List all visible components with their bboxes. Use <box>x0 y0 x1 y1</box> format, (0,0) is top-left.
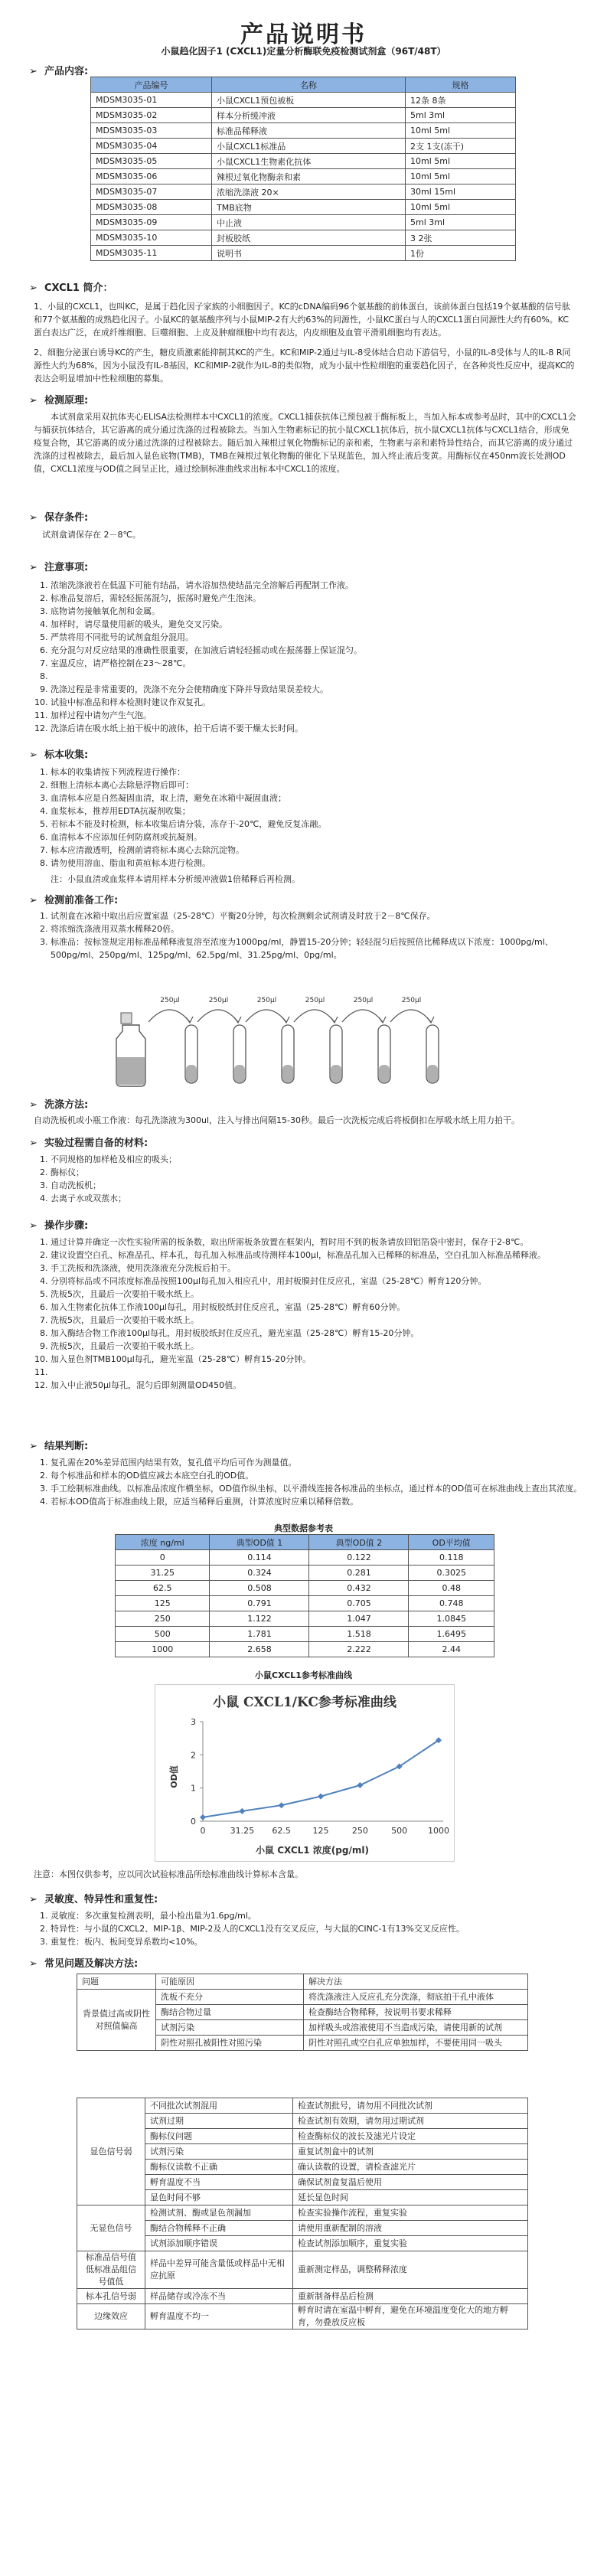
kit-cell: 10ml 5ml <box>406 169 516 184</box>
std-cell: 125 <box>116 1596 210 1611</box>
bullet-icon: ➢ <box>29 1099 38 1111</box>
sensitivity-item: 2. 特异性：与小鼠的CXCL2、MIP-1β、MIP-2及人的CXCL1没有交叉反应，与大鼠的CINC-1有13%交叉反应性。 <box>51 1922 594 1935</box>
bullet-icon: ➢ <box>29 1894 38 1905</box>
kit-row <box>91 184 516 200</box>
faq-row <box>77 2144 528 2160</box>
kit-cell: 1份 <box>406 246 516 261</box>
faq-row <box>77 2221 528 2236</box>
faq-cell: 检测试剂、酶或显色剂漏加 <box>145 2205 293 2221</box>
note-item <box>51 670 594 683</box>
standard-list <box>34 909 594 962</box>
kit-cell: 10ml 5ml <box>406 123 516 139</box>
faq-cell: 检查酶结合物稀释，按说明书要求稀释 <box>304 2005 528 2020</box>
sample-item: 6. 血清标本不应添加任何防腐剂或抗凝剂。 <box>51 831 594 844</box>
result-item: 2. 每个标准品和样本的OD值应减去本底空白孔的OD值。 <box>51 1469 594 1482</box>
std-cell: 250 <box>116 1611 210 1627</box>
note-item: 7. 室温反应，请严格控制在23～28℃。 <box>51 657 594 670</box>
steps-list <box>34 1236 594 1392</box>
std-row <box>116 1581 494 1596</box>
kit-cell: MDSM3035-02 <box>91 108 212 123</box>
faq-problem-cell: 标准品信号值低标准品组信号值低 <box>77 2251 145 2289</box>
standard-item: 1. 试剂盒在冰箱中取出后应置室温（25-28℃）平衡20分钟，每次检测剩余试剂请及时放于2－8℃保存。 <box>51 909 594 922</box>
faq-cell: 延长显色时间 <box>293 2190 528 2205</box>
faq-cell: 酶标仪读数不正确 <box>145 2160 293 2175</box>
sample-list <box>34 766 594 870</box>
faq-cell: 显色时间不够 <box>145 2190 293 2205</box>
std-cell: 1000 <box>116 1642 210 1657</box>
ref-table-caption: 典型数据参考表 <box>274 1523 333 1533</box>
faq-row <box>77 2160 528 2175</box>
transfer-arrow <box>342 1010 383 1022</box>
std-cell: 0.432 <box>309 1581 409 1596</box>
kit-cell: 辣根过氧化物酶亲和素 <box>212 169 406 184</box>
faq-cell: 试剂污染 <box>145 2144 293 2160</box>
kit-row <box>91 230 516 246</box>
faq-row <box>77 2304 528 2330</box>
faq-row <box>77 2175 528 2190</box>
bullet-icon: ➢ <box>29 66 38 77</box>
faq-cell: 酶结合物稀释不正确 <box>145 2221 293 2236</box>
standard-curve-chart <box>155 1685 454 1861</box>
section-standard: ➢ 检测前准备工作: <box>29 895 119 906</box>
faq-cell: 酶结合物过量 <box>156 2005 304 2020</box>
std-cell: 1.0845 <box>409 1611 494 1627</box>
note-item: 3. 底物请勿接触氧化剂和金属。 <box>51 605 594 618</box>
step-item: 6. 加入生物素化抗体工作液100μl每孔，用封板胶纸封住反应孔，室温（25-28℃）孵育60分钟。 <box>51 1301 594 1314</box>
faq-cell: 重新测定样品，调整稀释浓度 <box>293 2251 528 2289</box>
step-item: 7. 洗板5次，且最后一次要拍干吸水纸上。 <box>51 1314 594 1327</box>
material-item: 4. 去离子水或双蒸水； <box>51 1192 594 1205</box>
note-item: 5. 严禁将用不同批号的试剂盒组分混用。 <box>51 631 594 644</box>
step-item: 8. 加入酶结合物工作液100μl每孔，用封板胶纸封住反应孔，避光室温（25-28℃）孵育15-20分钟。 <box>51 1327 594 1340</box>
step-item: 10. 加入显色剂TMB100μl每孔，避光室温（25-28℃）孵育15-20分钟。 <box>51 1353 594 1366</box>
material-item: 2. 酶标仪； <box>51 1166 594 1179</box>
std-row <box>116 1627 494 1642</box>
step-item: 2. 建议设置空白孔、标准品孔、样本孔，每孔加入标准品或待测样本100μl，标准品孔加入已稀释的标准品，空白孔加入标准品稀释液。 <box>51 1249 594 1262</box>
faq-row <box>77 2129 528 2144</box>
section-cxcl1: ➢ CXCL1 简介： <box>29 282 113 294</box>
faq-row <box>77 2205 528 2221</box>
x-tick-label: 1000 <box>428 1826 449 1836</box>
kit-cell: 封板胶纸 <box>212 230 406 246</box>
faq-row <box>77 2098 528 2114</box>
kit-cell: 浓缩洗涤液 20× <box>212 184 406 200</box>
faq-problem-cell: 边缘效应 <box>77 2304 145 2330</box>
bottle-liquid <box>116 1057 145 1085</box>
faq-header-cell: 问题 <box>77 1974 156 1990</box>
sample-item: 3. 血清标本应是自然凝固血清，取上清，避免在冰箱中凝固血液； <box>51 792 594 805</box>
step-item: 12. 加入中止液50μl每孔，混匀后即刻测量OD450值。 <box>51 1379 594 1392</box>
faq-cell: 试剂添加顺序错误 <box>145 2236 293 2251</box>
dilution-tube <box>378 1025 390 1083</box>
material-item: 3. 自动洗板机； <box>51 1179 594 1192</box>
faq-row <box>77 2289 528 2304</box>
kit-cell: 3 2张 <box>406 230 516 246</box>
std-header-od1: 典型OD值 1 <box>210 1535 309 1550</box>
kit-cell: 小鼠CXCL1预包被板 <box>212 93 406 108</box>
section-wash: ➢ 洗涤方法: <box>29 1099 89 1111</box>
std-cell: 0.114 <box>210 1550 309 1566</box>
bullet-icon: ➢ <box>29 1441 38 1452</box>
data-point <box>239 1808 245 1814</box>
std-row <box>116 1596 494 1611</box>
faq-problem-cell: 背景值过高或阴性对照值偏高 <box>77 1990 156 2051</box>
note-item: 2. 标准品复溶后，需轻轻振荡混匀，振荡时避免产生泡沫。 <box>51 592 594 605</box>
bullet-icon: ➢ <box>29 512 38 524</box>
data-point <box>318 1794 324 1800</box>
cxcl1-para-1: 1、小鼠的CXCL1，也叫KC，是属于趋化因子家族的小细胞因子。KC的cDNA编码96个氨基酸的前体蛋白，该前体蛋白包括19个氨基酸的信号肽和77个氨基酸的成熟趋化因子。小鼠KC的氨基酸序列与小鼠MIP-2有大约63%的同源性，小鼠KC蛋白与人的CXCL1蛋白同源性大约有60%。KC蛋白表达广泛，在成纤维细胞、巨噬细胞、上皮及肿瘤细胞中均有表达，内皮细胞及血管平滑肌细胞均有表达。 <box>34 302 571 338</box>
transfer-arrow <box>148 1010 190 1022</box>
std-cell: 31.25 <box>116 1566 210 1581</box>
x-tick-label: 31.25 <box>230 1826 255 1836</box>
arrow-head-icon <box>331 1017 338 1023</box>
faq-problem-cell: 显色信号弱 <box>77 2098 145 2205</box>
transfer-volume-label: 250μl <box>256 997 277 1004</box>
section-principle: ➢ 检测原理: <box>29 395 89 406</box>
std-row <box>116 1642 494 1657</box>
std-cell: 0.3025 <box>409 1566 494 1581</box>
transfer-volume-label: 250μl <box>208 997 229 1004</box>
std-cell: 2.44 <box>409 1642 494 1657</box>
page-subtitle: 小鼠趋化因子1 (CXCL1)定量分析酶联免疫检测试剂盒（96T/48T） <box>161 46 446 57</box>
faq-problem-cell: 无显色信号 <box>77 2205 145 2251</box>
std-cell: 1.122 <box>210 1611 309 1627</box>
kit-row <box>91 200 516 215</box>
faq-table-signal <box>77 2098 528 2330</box>
section-contents: ➢ 产品内容: <box>29 66 89 77</box>
faq-cell: 样品中差异可能含量低或样品中无相应抗原 <box>145 2251 293 2289</box>
faq-row <box>77 2190 528 2205</box>
bullet-icon: ➢ <box>29 895 38 906</box>
std-header-conc: 浓度 ng/ml <box>116 1535 210 1550</box>
kit-cell: 小鼠CXCL1生物素化抗体 <box>212 154 406 169</box>
chart-caption: 小鼠CXCL1参考标准曲线 <box>255 1670 352 1680</box>
tube-liquid <box>379 1065 390 1082</box>
sensitivity-item: 1. 灵敏度：多次重复检测表明，最小检出量为1.6pg/ml。 <box>51 1909 594 1922</box>
kit-cell: MDSM3035-05 <box>91 154 212 169</box>
kit-cell: MDSM3035-11 <box>91 246 212 261</box>
faq-problem-cell: 标本孔信号弱 <box>77 2289 145 2304</box>
std-cell: 0 <box>116 1550 210 1566</box>
arrow-head-icon <box>186 1017 193 1023</box>
std-cell: 0.48 <box>409 1581 494 1596</box>
faq-header-cell: 可能原因 <box>156 1974 304 1990</box>
kit-row <box>91 246 516 261</box>
page-title: 产品说明书 <box>240 21 367 48</box>
x-tick-label: 250 <box>351 1826 368 1836</box>
data-point <box>200 1814 206 1820</box>
std-row <box>116 1566 494 1581</box>
std-cell: 0.508 <box>210 1581 309 1596</box>
std-row <box>116 1611 494 1627</box>
stock-bottle <box>116 1013 145 1086</box>
note-item: 1. 浓缩洗涤液若在低温下可能有结晶，请水浴加热使结晶完全溶解后再配制工作液。 <box>51 579 594 592</box>
kit-cell: 30ml 15ml <box>406 184 516 200</box>
kit-cell: MDSM3035-07 <box>91 184 212 200</box>
step-item: 3. 手工洗板和洗涤液，使用洗涤液充分洗板后拍干。 <box>51 1262 594 1275</box>
std-cell: 0.324 <box>210 1566 309 1581</box>
y-tick-label: 2 <box>191 1750 196 1761</box>
bullet-icon: ➢ <box>29 749 38 761</box>
std-cell: 1.518 <box>309 1627 409 1642</box>
bullet-icon: ➢ <box>29 282 38 294</box>
std-cell: 1.781 <box>210 1627 309 1642</box>
y-tick-label: 1 <box>191 1783 196 1794</box>
transfer-volume-label: 250μl <box>160 997 180 1004</box>
section-materials: ➢ 实验过程需自备的材料: <box>29 1138 148 1149</box>
faq-cell: 洗板不充分 <box>156 1990 304 2005</box>
transfer-volume-label: 250μl <box>305 997 325 1004</box>
transfer-arrow <box>294 1010 335 1022</box>
x-tick-label: 500 <box>391 1826 408 1836</box>
faq-cell: 孵育温度不当 <box>145 2175 293 2190</box>
sensitivity-list <box>34 1909 594 1948</box>
cxcl1-para-2: 2、细胞分泌蛋白诱导KC的产生，糖皮质激素能抑制其KC的产生。KC和MIP-2通过与IL-8受体结合启动下游信号，小鼠的IL-8受体与人的IL-8 R同源性大约为68%，因为小鼠没有IL-8基因，KC和MIP-2就作为IL-8的类似物，成为小鼠中性粒细胞的重要趋化因子，在各种炎性反应中，提高KC的表达会明显增加中性粒细胞的募集。 <box>34 348 575 384</box>
kit-header-name: 名称 <box>212 77 406 93</box>
section-notes: ➢ 注意事项: <box>29 562 89 573</box>
std-cell: 0.748 <box>409 1596 494 1611</box>
kit-cell: 5ml 3ml <box>406 215 516 230</box>
faq-cell: 检查试剂有效期，请勿用过期试剂 <box>293 2114 528 2129</box>
arrow-head-icon <box>282 1017 289 1023</box>
faq-cell: 确保试剂盒复温后使用 <box>293 2175 528 2190</box>
materials-list <box>34 1153 594 1205</box>
std-cell: 2.222 <box>309 1642 409 1657</box>
sensitivity-item: 3. 重复性：板内、板间变异系数均<10%。 <box>51 1935 594 1948</box>
section-sample: ➢ 标本收集: <box>29 749 89 761</box>
faq-row <box>77 2251 528 2289</box>
note-item: 11. 加样过程中请勿产生气泡。 <box>51 709 594 722</box>
faq-header-row <box>77 1974 528 1990</box>
bullet-icon: ➢ <box>29 1138 38 1149</box>
faq-row <box>77 1990 528 2005</box>
kit-header-spec: 规格 <box>406 77 516 93</box>
section-results: ➢ 结果判断: <box>29 1441 89 1452</box>
tube-liquid <box>331 1065 341 1082</box>
note-item: 12. 洗涤后请在吸水纸上拍干板中的液体，拍干后请不要干燥太长时间。 <box>51 722 594 735</box>
faq-table-background <box>77 1974 528 2051</box>
kit-row <box>91 215 516 230</box>
results-list <box>34 1456 594 1508</box>
result-item: 3. 手工绘制标准曲线。以标准品浓度作横坐标，OD值作纵坐标，以平滑线连接各标准品的坐标点，通过样本的OD值可在标准曲线上查出其浓度。 <box>51 1482 594 1495</box>
notes-list <box>34 579 594 735</box>
std-cell: 1.6495 <box>409 1627 494 1642</box>
kit-cell: 10ml 5ml <box>406 154 516 169</box>
faq-cell: 试剂过期 <box>145 2114 293 2129</box>
faq-cell: 试剂污染 <box>156 2020 304 2036</box>
standard-od-table <box>115 1534 494 1657</box>
sample-item: 2. 细胞上清标本离心去除悬浮物后即可： <box>51 779 594 792</box>
sample-item: 1. 标本的收集请按下列流程进行操作： <box>51 766 594 779</box>
faq-cell: 加样吸头或溶液使用不当造成污染，请使用新的试剂 <box>304 2020 528 2036</box>
series-line <box>203 1740 439 1817</box>
x-tick-label: 125 <box>312 1826 329 1836</box>
sample-note: 注：小鼠血清或血浆样本请用样本分析缓冲液做1倍稀释后再检测。 <box>51 874 300 884</box>
bottle-cap <box>121 1013 132 1024</box>
faq-cell: 酶标仪问题 <box>145 2129 293 2144</box>
section-faq: ➢ 常见问题及解决方法: <box>29 1958 139 1970</box>
step-item: 5. 洗板5次，且最后一次要拍干吸水纸上。 <box>51 1288 594 1301</box>
faq-cell: 检查实验操作流程，重复实验 <box>293 2205 528 2221</box>
note-item: 9. 洗涤过程是非常重要的，洗涤不充分会使精确度下降并导致结果误差较大。 <box>51 683 594 696</box>
note-item: 6. 充分混匀对反应结果的准确性很重要，在加液后请轻轻摇动或在振荡器上保证混匀。 <box>51 644 594 657</box>
chart-title: 小鼠 CXCL1/KC参考标准曲线 <box>213 1695 397 1710</box>
std-cell: 0.281 <box>309 1566 409 1581</box>
kit-contents-table <box>90 77 516 261</box>
kit-row <box>91 154 516 169</box>
note-item: 10. 试验中标准品和样本检测时建议作双复孔。 <box>51 696 594 709</box>
result-item: 4. 若标本OD值高于标准曲线上限，应适当稀释后重测，计算浓度时应乘以稀释倍数。 <box>51 1495 594 1508</box>
material-item: 1. 不同规格的加样枪及相应的吸头； <box>51 1153 594 1166</box>
kit-cell: TMB底物 <box>212 200 406 215</box>
sample-item: 5. 若标本不能及时检测，标本收集后请分装，冻存于-20℃，避免反复冻融。 <box>51 818 594 831</box>
kit-cell: MDSM3035-03 <box>91 123 212 139</box>
faq-cell: 阴性对照孔被阳性对照污染 <box>156 2036 304 2051</box>
chart-y-label: OD值 <box>169 1765 179 1788</box>
standard-item: 3. 标准品：按标签规定用标准品稀释液复溶至浓度为1000pg/ml，静置15-20分钟；轻轻混匀后按照倍比稀释成以下浓度：1000pg/ml、500pg/ml、250pg/ml、125pg/ml、62.5pg/ml、31.25pg/ml、0pg/ml。 <box>51 935 594 962</box>
kit-cell: MDSM3035-09 <box>91 215 212 230</box>
transfer-arrow <box>390 1010 431 1022</box>
section-steps: ➢ 操作步骤: <box>29 1220 89 1232</box>
kit-row <box>91 139 516 154</box>
faq-cell: 重新制备样品后检测 <box>293 2289 528 2304</box>
step-item: 1. 通过计算并确定一次性实验所需的板条数，取出所需板条放置在框架内，暂时用不到的板条请放回铝箔袋中密封，保存于2-8℃。 <box>51 1236 594 1249</box>
dilution-tube <box>330 1025 342 1083</box>
bullet-icon: ➢ <box>29 562 38 573</box>
arrow-head-icon <box>379 1017 386 1023</box>
sample-item: 4. 血浆标本，推荐用EDTA抗凝剂收集； <box>51 805 594 818</box>
x-tick-label: 62.5 <box>272 1826 291 1836</box>
arrow-head-icon <box>427 1017 434 1023</box>
wash-text: 自动洗板机或小瓶工作液：每孔洗涤液为300ul，注入与排出间隔15-30秒。最后一次洗板完成后将板倒扣在厚吸水纸上用力拍干。 <box>34 1115 520 1125</box>
tube-liquid <box>427 1065 438 1082</box>
dilution-tube <box>185 1025 197 1083</box>
faq-cell: 样品储存或冷冻不当 <box>145 2289 293 2304</box>
transfer-arrow <box>246 1010 286 1022</box>
y-tick-label: 3 <box>191 1717 196 1727</box>
faq-cell: 阴性对照孔或空白孔应单独加样，不要使用同一吸头 <box>304 2036 528 2051</box>
transfer-arrow <box>197 1010 238 1022</box>
tube-liquid <box>186 1065 197 1082</box>
section-storage: ➢ 保存条件: <box>29 512 89 524</box>
kit-row <box>91 93 516 108</box>
faq-cell: 不同批次试剂混用 <box>145 2098 293 2114</box>
faq-cell: 检查试剂添加顺序，重复实验 <box>293 2236 528 2251</box>
bullet-icon: ➢ <box>29 395 38 406</box>
kit-cell: MDSM3035-08 <box>91 200 212 215</box>
kit-cell: 5ml 3ml <box>406 108 516 123</box>
kit-cell: 样本分析缓冲液 <box>212 108 406 123</box>
bullet-icon: ➢ <box>29 1220 38 1232</box>
arrow-head-icon <box>234 1017 241 1023</box>
faq-cell: 检查试剂批号，请勿用不同批次试剂 <box>293 2098 528 2114</box>
kit-row <box>91 123 516 139</box>
chart-container <box>155 1684 455 1862</box>
faq-row <box>77 2236 528 2251</box>
bullet-icon: ➢ <box>29 1958 38 1970</box>
tube-liquid <box>282 1065 293 1082</box>
kit-cell: 小鼠CXCL1标准品 <box>212 139 406 154</box>
principle-text: 本试剂盒采用双抗体夹心ELISA法检测样本中CXCL1的浓度。CXCL1捕获抗体已预包被于酶标板上，当加入标本或参考品时，其中的CXCL1会与捕获抗体结合，其它游离的成分通过洗涤的过程被除去。当加入生物素标记的抗小鼠CXCL1抗体后，抗小鼠CXCL1抗体与CXCL1结合，形成免疫复合物，其它游离的成分通过洗涤的过程被除去。随后加入辣根过氧化物酶标记的亲和素，生物素与亲和素特异性结合，而其它游离的成分通过洗涤的过程被除去，最后加入显色底物(TMB)，TMB在辣根过氧化物酶的催化下呈现蓝色，加入终止液后变黄。用酶标仪在450nm波长处测OD值，CXCL1浓度与OD值之间呈正比，通过绘制标准曲线求出标本中CXCL1的浓度。 <box>34 412 576 474</box>
transfer-volume-label: 250μl <box>353 997 374 1004</box>
dilution-tube <box>426 1025 439 1083</box>
sample-item: 8. 请勿使用溶血、脂血和黄疸标本进行检测。 <box>51 857 594 870</box>
std-header-od2: 典型OD值 2 <box>309 1535 409 1550</box>
dilution-tube <box>233 1025 246 1083</box>
std-row <box>116 1550 494 1566</box>
std-cell: 2.658 <box>210 1642 309 1657</box>
std-cell: 0.118 <box>409 1550 494 1566</box>
note-item: 4. 加样时，请尽量使用新的吸头，避免交叉污染。 <box>51 618 594 631</box>
faq-header-cell: 解决方法 <box>304 1974 528 1990</box>
result-item: 1. 复孔需在20%差异范围内结果有效，复孔值平均后可作为测量值。 <box>51 1456 594 1469</box>
data-point <box>357 1782 363 1788</box>
storage-text: 试剂盒请保存在 2－8℃。 <box>42 530 141 540</box>
dilution-tube <box>282 1025 294 1083</box>
kit-cell: 10ml 5ml <box>406 200 516 215</box>
step-item <box>51 1366 594 1379</box>
faq-cell: 孵育时请在室温中孵育，避免在环境温度变化大的地方孵育，勿叠放反应板 <box>293 2304 528 2330</box>
dilution-diagram <box>115 991 482 1091</box>
sample-item: 7. 标本应清澈透明，检测前请将标本离心去除沉淀物。 <box>51 844 594 857</box>
std-header-avg: OD平均值 <box>409 1535 494 1550</box>
kit-cell: MDSM3035-04 <box>91 139 212 154</box>
faq-cell: 请使用重新配制的溶液 <box>293 2221 528 2236</box>
x-tick-label: 0 <box>200 1826 206 1836</box>
kit-row <box>91 169 516 184</box>
std-cell: 0.122 <box>309 1550 409 1566</box>
std-cell: 0.705 <box>309 1596 409 1611</box>
std-cell: 0.791 <box>210 1596 309 1611</box>
step-item: 4. 分别将标品或不同浓度标准品按照100μl每孔加入相应孔中，用封板膜封住反应孔，室温（25-28℃）孵育120分钟。 <box>51 1275 594 1288</box>
kit-row <box>91 108 516 123</box>
kit-cell: MDSM3035-10 <box>91 230 212 246</box>
standard-item: 2. 将浓缩洗涤液用双蒸水稀释20倍。 <box>51 922 594 935</box>
faq-cell: 孵育温度不均一 <box>145 2304 293 2330</box>
step-item: 9. 洗板5次，且最后一次要拍干吸水纸上。 <box>51 1340 594 1353</box>
faq-cell: 重复试剂盒中的试剂 <box>293 2144 528 2160</box>
tube-liquid <box>234 1065 245 1082</box>
faq-cell: 确认读数的设置，请检查滤光片 <box>293 2160 528 2175</box>
kit-cell: 说明书 <box>212 246 406 261</box>
faq-cell: 检查酶标仪的波长及滤光片设定 <box>293 2129 528 2144</box>
std-cell: 500 <box>116 1627 210 1642</box>
chart-note: 注意：本图仅供参考，应以同次试验标准品所绘标准曲线计算标本含量。 <box>34 1869 303 1879</box>
faq-cell: 将洗涤液注入反应孔充分洗涤，彻底拍干孔中液体 <box>304 1990 528 2005</box>
section-sensitivity: ➢ 灵敏度、特异性和重复性: <box>29 1894 158 1905</box>
std-cell: 1.047 <box>309 1611 409 1627</box>
chart-x-label: 小鼠 CXCL1 浓度(pg/ml) <box>256 1845 369 1856</box>
transfer-volume-label: 250μl <box>401 997 422 1004</box>
kit-cell: 12条 8条 <box>406 93 516 108</box>
faq-row <box>77 2114 528 2129</box>
std-cell: 62.5 <box>116 1581 210 1596</box>
kit-cell: 2支 1支(冻干) <box>406 139 516 154</box>
kit-cell: 标准品稀释液 <box>212 123 406 139</box>
data-point <box>279 1802 285 1808</box>
kit-cell: MDSM3035-01 <box>91 93 212 108</box>
kit-cell: 中止液 <box>212 215 406 230</box>
kit-header-code: 产品编号 <box>91 77 212 93</box>
kit-cell: MDSM3035-06 <box>91 169 212 184</box>
y-tick-label: 0 <box>191 1817 196 1827</box>
